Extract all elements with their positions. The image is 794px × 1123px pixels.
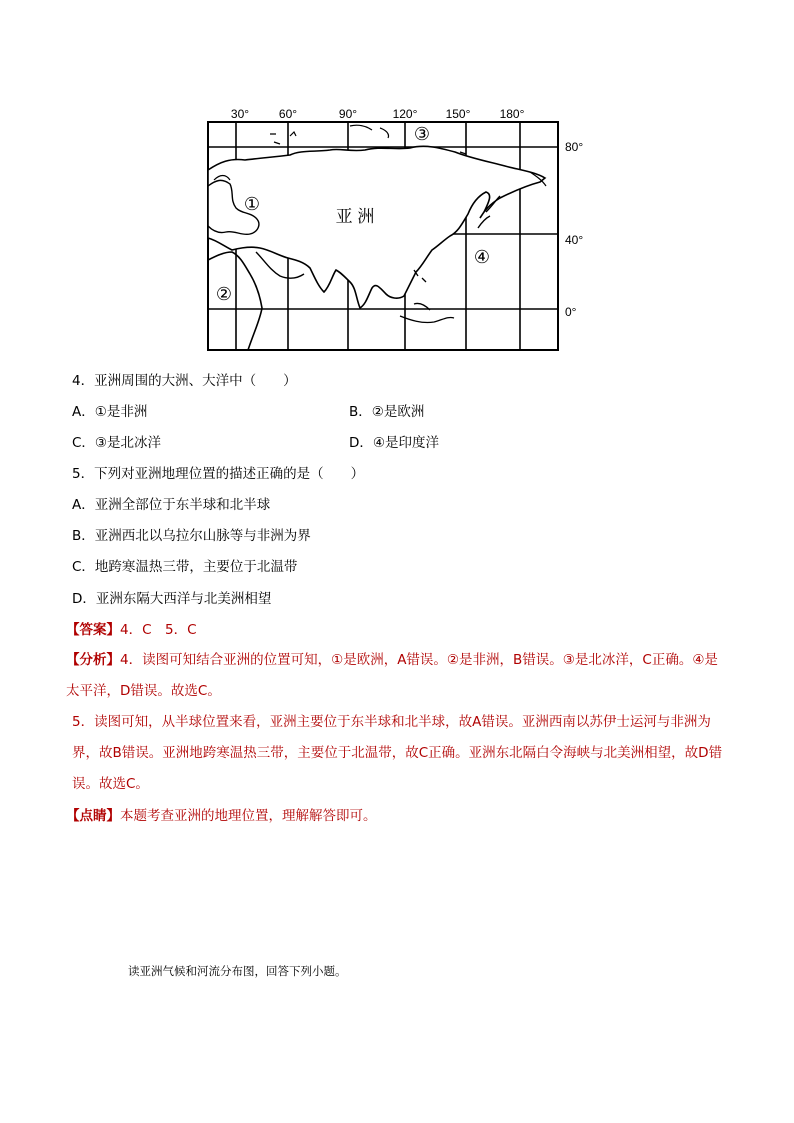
q4-option-a: A．①是非洲	[72, 404, 148, 420]
q5-option-a: A．亚洲全部位于东半球和北半球	[72, 497, 271, 513]
continent-label: 亚 洲	[335, 207, 375, 226]
q5-option-c: C．地跨寒温热三带，主要位于北温带	[72, 559, 298, 575]
comment-line	[66, 807, 377, 825]
region-label-1: ①	[243, 194, 261, 214]
answer-line	[66, 621, 197, 639]
lon-label: 180°	[499, 107, 525, 121]
lat-label: 80°	[565, 140, 584, 154]
region-label-4: ④	[473, 247, 491, 267]
lon-label: 30°	[230, 107, 250, 121]
answer-text: 4．C 5．C	[120, 622, 197, 638]
question-5-stem: 5．下列对亚洲地理位置的描述正确的是（ ）	[72, 466, 365, 482]
analysis-paragraph-2: 5．读图可知，从半球位置来看，亚洲主要位于东半球和北半球，故A错误。亚洲西南以苏伊士运河与非洲为界，故B错误。亚洲地跨寒温热三带，主要位于北温带，故C正确。亚洲东北隔白令海峡与北美洲相望，故D错误。故选C。	[72, 714, 723, 792]
answer-tag: 【答案】	[66, 622, 120, 638]
lon-label: 120°	[392, 107, 418, 121]
comment-tag: 【点睛】	[66, 808, 120, 824]
lon-label: 60°	[278, 107, 298, 121]
analysis-paragraph-1	[66, 645, 726, 707]
lon-label: 150°	[445, 107, 471, 121]
q5-option-d: D．亚洲东隔大西洋与北美洲相望	[72, 591, 272, 607]
region-label-2: ②	[215, 284, 233, 304]
q4-option-d: D．④是印度洋	[349, 435, 439, 451]
asia-map-figure	[200, 100, 600, 355]
lat-label: 40°	[565, 233, 584, 247]
lon-label: 90°	[338, 107, 358, 121]
analysis-text-1: 4．读图可知结合亚洲的位置可知，①是欧洲，A错误。②是非洲，B错误。③是北冰洋，C正确。④是太平洋，D错误。故选C。	[66, 652, 718, 699]
q5-option-b: B．亚洲西北以乌拉尔山脉等与非洲为界	[72, 528, 311, 544]
lat-label: 0°	[565, 305, 577, 319]
q4-option-b: B．②是欧洲	[349, 404, 425, 420]
next-question-intro: 读亚洲气候和河流分布图，回答下列小题。	[128, 964, 347, 978]
analysis-tag: 【分析】	[66, 652, 120, 668]
comment-text: 本题考查亚洲的地理位置，理解解答即可。	[120, 808, 377, 824]
question-4-stem: 4．亚洲周围的大洲、大洋中（ ）	[72, 373, 297, 389]
region-label-3: ③	[413, 124, 431, 144]
q4-option-c: C．③是北冰洋	[72, 435, 162, 451]
